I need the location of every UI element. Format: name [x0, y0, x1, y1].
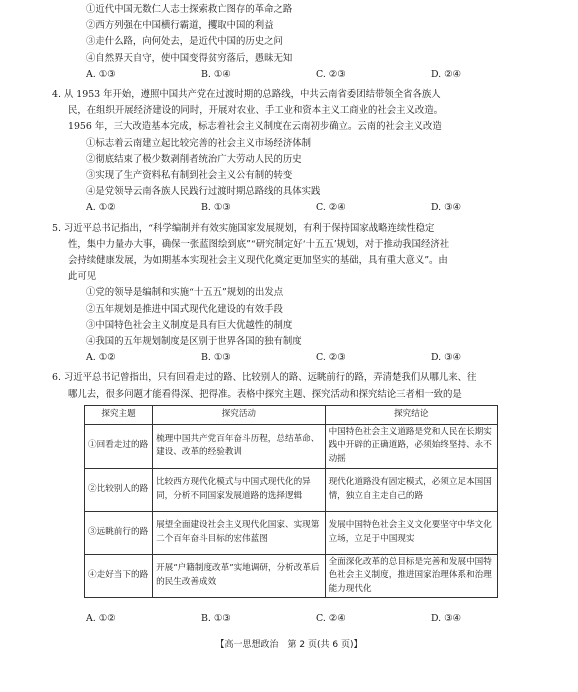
q5-statement-2: ②五年规划是推进中国式现代化建设的有效手段: [86, 303, 283, 315]
q5-stem-line-1: 5. 习近平总书记指出，“科学编制并有效实施国家发展规划，有利于保持国家战略连续性稳定: [52, 222, 435, 234]
q4-stem-line-2: 民，在组织开展经济建设的同时，开展对农业、手工业和资本主义工商业的社会主义改造。: [68, 105, 444, 117]
q6-stem-line-1: 6. 习近平总书记曾指出，只有回看走过的路、比较别人的路、远眺前行的路，弄清楚我们从哪儿来、往: [52, 372, 477, 384]
q5-options: [86, 350, 506, 366]
q4-option-c[interactable]: C. ②④: [316, 202, 346, 214]
table-cell-conclusion: 发展中国特色社会主义文化要坚守中华文化立场，立足于中国现实: [325, 511, 497, 554]
q6-option-c[interactable]: C. ②④: [316, 612, 346, 624]
q4-options: [86, 200, 506, 216]
q5-option-b[interactable]: B. ①③: [201, 352, 231, 364]
table-header-cell: 探究主题: [85, 405, 153, 424]
q5-option-d[interactable]: D. ③④: [431, 352, 461, 364]
q3-option-d[interactable]: D. ②④: [431, 68, 461, 80]
table-cell-topic: ③远眺前行的路: [85, 511, 153, 554]
q4-statement-4: ④是党领导云南各族人民践行过渡时期总路线的具体实践: [86, 186, 321, 198]
q4-stem-line-3: 1956 年，三大改造基本完成，标志着社会主义制度在云南初步确立。云南的社会主义改造: [68, 121, 442, 133]
page-footer: 【高一思想政治 第 2 页(共 6 页)】: [215, 639, 363, 650]
q4-option-b[interactable]: B. ①③: [201, 202, 231, 214]
q5-stem-line-2: 性，集中力量办大事，确保一张蓝图绘到底”“研究制定好‘十五五’规划，对于推动我国经济社: [68, 238, 450, 250]
table-cell-topic: ①回看走过的路: [85, 424, 153, 468]
table-cell-topic: ④走好当下的路: [85, 554, 153, 598]
table-cell-activity: 梳理中国共产党百年奋斗历程，总结革命、建设、改革的经验教训: [153, 424, 325, 468]
q5-stem-line-4: 此可见: [68, 271, 97, 283]
table-cell-activity: 比较西方现代化模式与中国式现代化的异同，分析不同国家发展道路的选择逻辑: [153, 468, 325, 511]
table-cell-conclusion: 中国特色社会主义道路是党和人民在长期实践中开辟的正确道路，必须始终坚持、永不动摇: [325, 424, 497, 468]
table-header-cell: 探究结论: [325, 405, 497, 424]
q5-stem-line-3: 会持续健康发展，为如期基本实现社会主义现代化奠定更加坚实的基础，具有重大意义”。由: [68, 255, 448, 266]
q3-statement-1: ①近代中国无数仁人志士探索救亡图存的革命之路: [86, 4, 293, 15]
q5-statement-3: ③中国特色社会主义制度是具有巨大优越性的制度: [86, 319, 293, 331]
q5-option-c[interactable]: C. ②③: [316, 352, 346, 364]
table-cell-conclusion: 现代化道路没有固定模式，必须立足本国国情，独立自主走自己的路: [325, 468, 497, 511]
q3-option-a[interactable]: A. ①③: [86, 68, 116, 80]
table-cell-activity: 展望全面建设社会主义现代化国家、实现第二个百年奋斗目标的宏伟蓝图: [153, 511, 325, 554]
q5-statement-4: ④我国的五年规划制度是区别于世界各国的独有制度: [86, 336, 302, 347]
table-header-cell: 探究活动: [153, 405, 325, 424]
q4-stem-line-1: 4. 从 1953 年开始，遵照中国共产党在过渡时期的总路线，中共云南省委团结带领全省各族人: [52, 89, 441, 100]
q4-option-d[interactable]: D. ③④: [431, 202, 461, 214]
q6-option-b[interactable]: B. ①③: [201, 612, 231, 624]
q3-statement-3: ③走什么路，向何处去，是近代中国的历史之问: [86, 36, 283, 48]
table-cell-activity: 开展“户籍制度改革”实地调研，分析改革后的民生改善成效: [153, 554, 325, 598]
q4-statement-1: ①标志着云南建立起比较完善的社会主义市场经济体制: [86, 137, 312, 149]
q4-option-a[interactable]: A. ①②: [86, 202, 116, 214]
q6-option-d[interactable]: D. ③④: [431, 612, 461, 624]
table-cell-conclusion: 全面深化改革的总目标是完善和发展中国特色社会主义制度，推进国家治理体系和治理能力现代化: [325, 554, 497, 598]
q4-statement-3: ③实现了生产资料私有制到社会主义公有制的转变: [86, 170, 293, 181]
q3-option-c[interactable]: C. ②③: [316, 68, 346, 80]
q6-option-a[interactable]: A. ①②: [86, 612, 116, 624]
q4-statement-2: ②彻底结束了极少数剥削者统治广大劳动人民的历史: [86, 153, 302, 165]
q3-statement-4: ④自然界天自守，使中国变得贫穷落后，愚昧无知: [86, 52, 293, 64]
q5-statement-1: ①党的领导是编制和实施“十五五”规划的出发点: [86, 287, 284, 299]
q3-options: [86, 67, 506, 83]
q3-statement-2: ②西方列强在中国横行霸道，攫取中国的利益: [86, 20, 274, 32]
q3-option-b[interactable]: B. ①④: [201, 68, 231, 80]
q6-stem-line-2: 哪儿去，很多问题才能看得深、把得准。表格中探究主题、探究活动和探究结论三者相一致的是: [68, 388, 462, 400]
table-cell-topic: ②比较别人的路: [85, 468, 153, 511]
q5-option-a[interactable]: A. ①②: [86, 352, 116, 364]
